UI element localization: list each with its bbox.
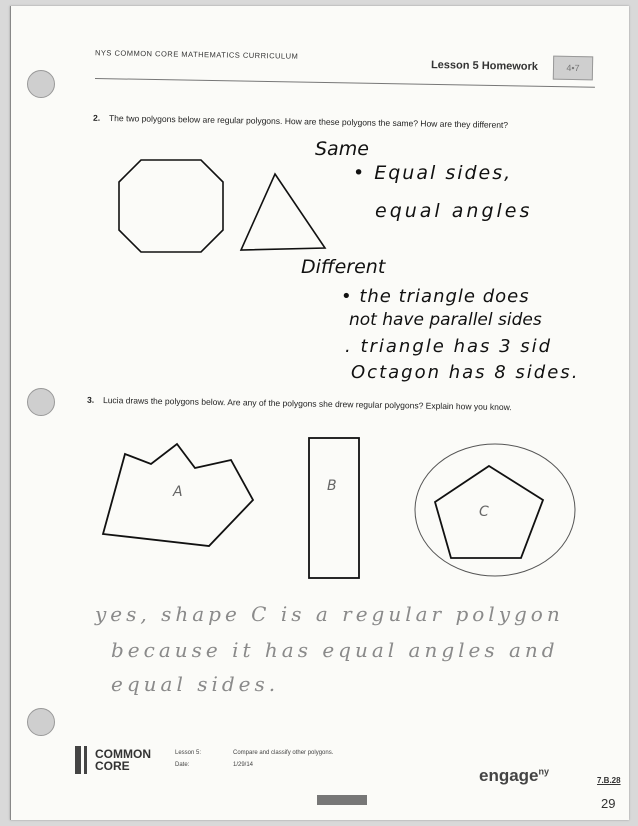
shape-c-label: C: [479, 504, 489, 520]
shape-c: [435, 466, 543, 558]
common-core-logo-bar: [75, 746, 81, 774]
shape-a-label: A: [173, 484, 183, 500]
pencil-answer-line: equal sides.: [111, 672, 280, 696]
question-prompt: Lucia draws the polygons below. Are any of the polygons she drew regular polygons? Explain how you know.: [102, 394, 512, 413]
curriculum-title: NYS COMMON CORE MATHEMATICS CURRICULUM: [94, 48, 299, 61]
lesson-title: Lesson 5 Homework: [430, 59, 539, 73]
different-line: Octagon has 8 sides.: [351, 362, 580, 383]
common-core-logo-bar: [84, 746, 87, 774]
lesson-name: Compare and classify other polygons.: [233, 750, 334, 756]
shape-b-label: B: [327, 478, 337, 494]
same-line: • Equal sides,: [353, 162, 513, 184]
pencil-answer-line: yes, shape C is a regular polygon: [95, 602, 564, 626]
common-core-brand: COMMON CORE: [95, 747, 151, 773]
different-line: . triangle has 3 sid: [345, 336, 553, 357]
different-heading: Different: [301, 256, 386, 278]
page-number: 29: [601, 796, 616, 811]
date-label: Date:: [175, 762, 190, 768]
octagon-shape: [119, 160, 223, 252]
different-line: • the triangle does: [341, 286, 530, 307]
circled-answer: [415, 444, 575, 576]
question-number: 2.: [92, 112, 101, 123]
engageny-logo: engage$^{ny}$: [479, 766, 550, 785]
pencil-answer-line: because it has equal angles and: [111, 638, 559, 662]
shape-b: [309, 438, 359, 578]
worksheet-page: [10, 6, 629, 820]
same-line: equal angles: [375, 200, 533, 222]
question-number: 3.: [86, 394, 95, 405]
module-badge: 4•7: [553, 56, 593, 81]
lesson-date: 1/29/14: [233, 762, 254, 768]
different-line: not have parallel sides: [349, 310, 542, 330]
triangle-shape: [241, 174, 325, 250]
question-prompt: The two polygons below are regular polygons. How are these polygons the same? How are they different?: [108, 112, 509, 130]
lesson-label: Lesson 5:: [175, 750, 202, 756]
lesson-code: 7.B.28: [597, 776, 621, 785]
license-badge: [317, 795, 367, 805]
same-heading: Same: [315, 138, 369, 160]
